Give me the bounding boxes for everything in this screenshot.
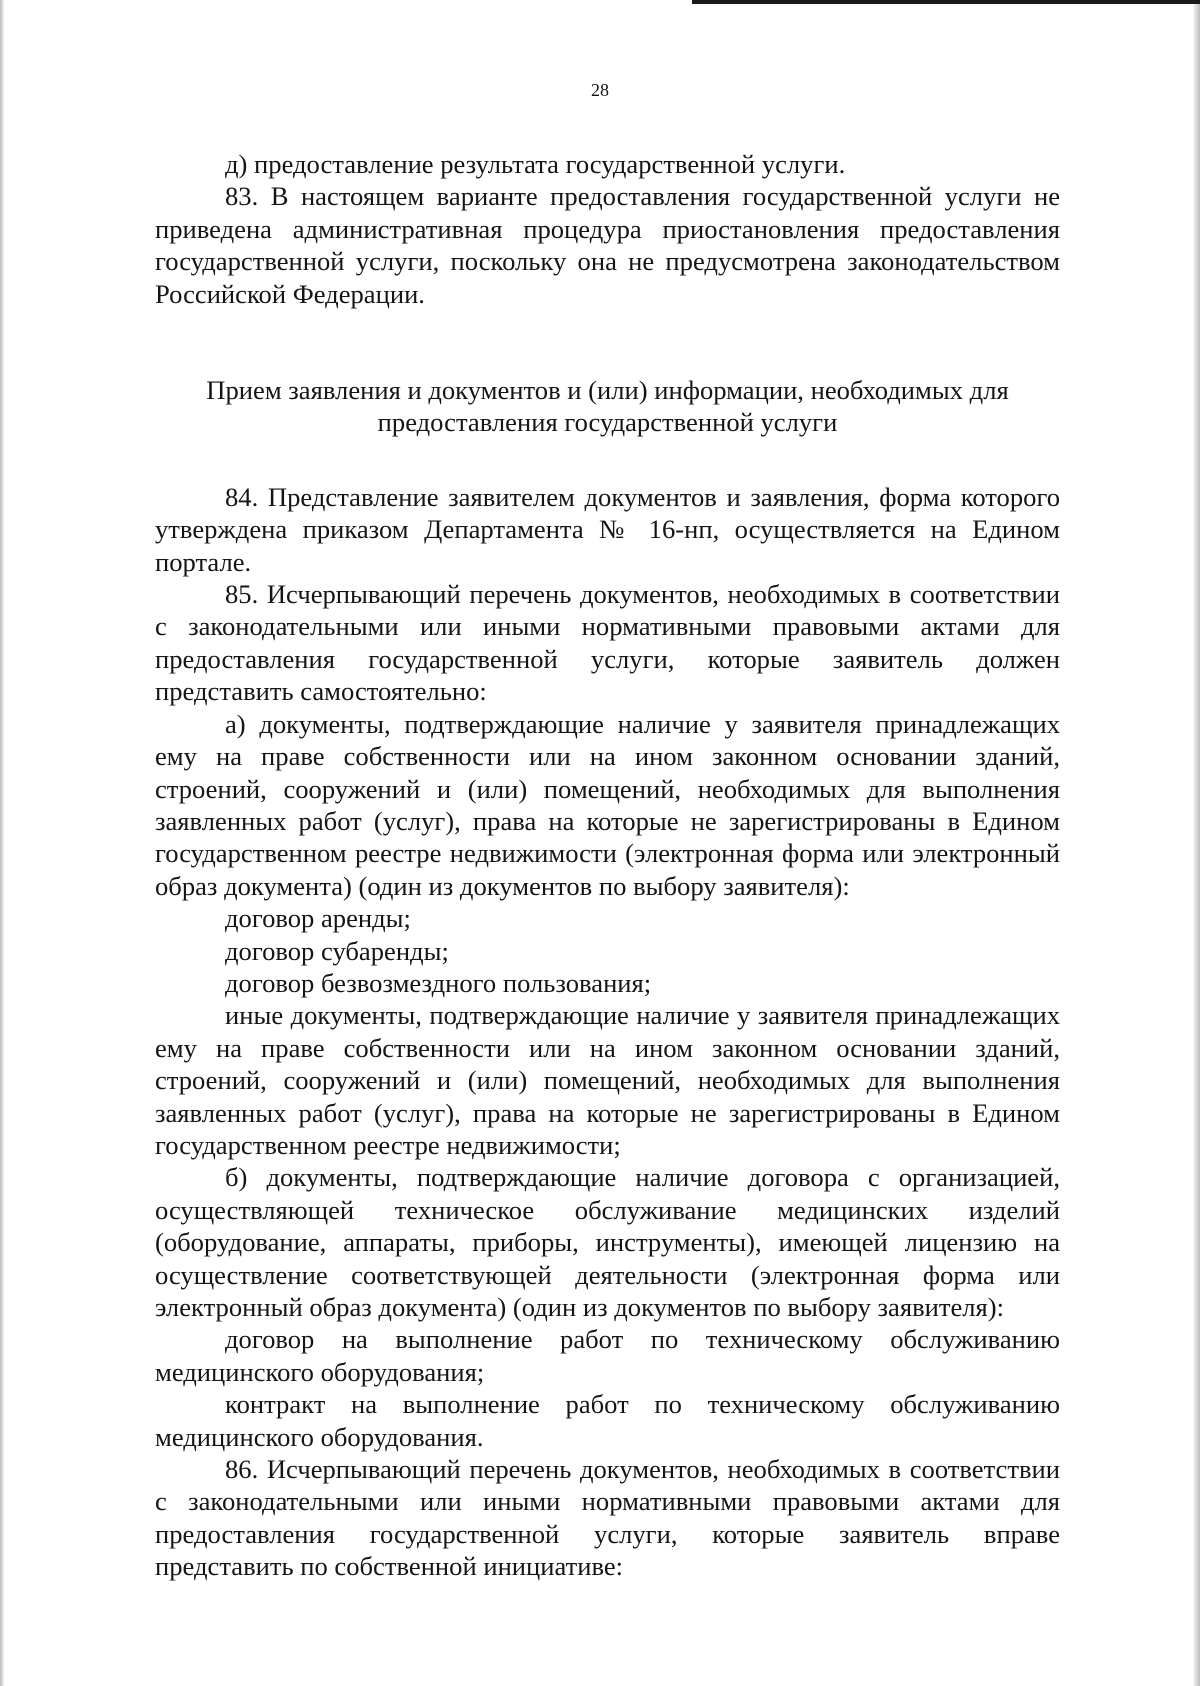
top-border-line: [692, 0, 1200, 4]
paragraph-item-d: д) предоставление результата государственной услуги.: [225, 149, 846, 179]
page-number: 28: [591, 80, 609, 100]
list-item-sublease: договор субаренды;: [225, 935, 449, 966]
list-item-service-agreement: договор на выполнение работ по техническому обслуживанию медицинского оборудования;: [155, 1324, 1060, 1387]
document-body: [155, 148, 1060, 1583]
paragraph-85-a: а) документы, подтверждающие наличие у заявителя принадлежащих ему на праве собственности или на ином законном основании зданий, строений, сооружений и (или) помещений, необходимых для выполнения заявленных работ (услуг), права на которые не зарегистрированы в Едином государственном реестре недвижимости (электронная форма или электронный образ документа) (один из документов по выбору заявителя):: [155, 708, 1060, 901]
list-item-other-documents: иные документы, подтверждающие наличие у заявителя принадлежащих ему на праве собственности или на ином законном основании зданий, строений, сооружений и (или) помещений, необходимых для выполнения заявленных работ (услуг), права на которые не зарегистрированы в Едином государственном реестре недвижимости;: [155, 1000, 1060, 1160]
list-item-free-use: договор безвозмездного пользования;: [225, 967, 652, 998]
paragraph-83: 83. В настоящем варианте предоставления государственной услуги не приведена административная процедура приостановления предоставления государственной услуги, поскольку она не предусмотрена законодательством Российской Федерации.: [155, 181, 1060, 309]
list-item-service-contract: контракт на выполнение работ по техническому обслуживанию медицинского оборудования.: [155, 1389, 1060, 1452]
paragraph-84: 84. Представление заявителем документов и заявления, форма которого утверждена приказом Департамента № 16-нп, осуществляется на Едином портале.: [155, 481, 1060, 577]
list-item-lease: договор аренды;: [225, 903, 411, 934]
scan-left-edge: [0, 0, 4, 1686]
paragraph-86: 86. Исчерпывающий перечень документов, необходимых в соответствии с законодательными или иными нормативными правовыми актами для предоставления государственной услуги, которые заявитель вправе представить по собственной инициативе:: [155, 1454, 1060, 1582]
paragraph-85: 85. Исчерпывающий перечень документов, необходимых в соответствии с законодательными или иными нормативными правовыми актами для предоставления государственной услуги, которые заявитель должен представить самостоятельно:: [155, 579, 1060, 707]
section-title: Прием заявления и документов и (или) информации, необходимых для предоставления государственной услуги: [206, 375, 1009, 438]
paragraph-85-b: б) документы, подтверждающие наличие договора с организацией, осуществляющей техническое обслуживание медицинских изделий (оборудование, аппараты, приборы, инструменты), имеющей лицензию на осуществление соответствующей деятельности (электронная форма или электронный образ документа) (один из документов по выбору заявителя):: [155, 1162, 1060, 1322]
scan-right-edge: [1193, 0, 1200, 1686]
